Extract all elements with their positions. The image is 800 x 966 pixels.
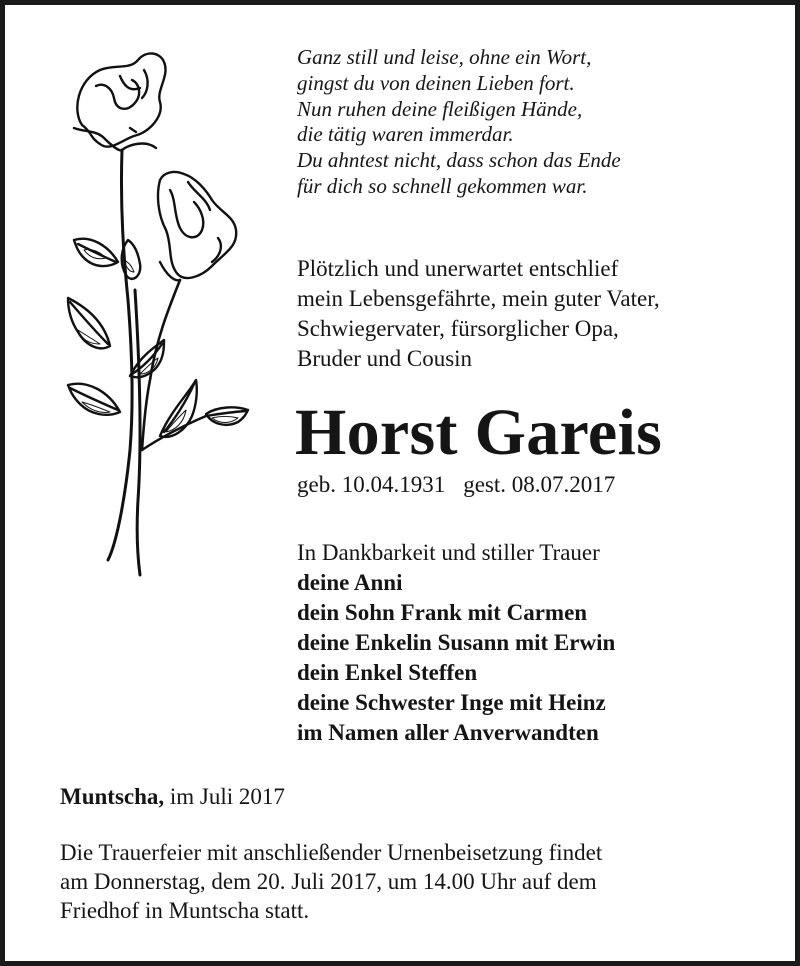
death-date: gest. 08.07.2017 — [463, 472, 616, 497]
notice-line: Friedhof in Muntscha statt. — [60, 898, 310, 923]
mourner-name: im Namen aller Anverwandten — [297, 720, 599, 745]
poem-line: gingst du von deinen Lieben fort. — [297, 70, 575, 95]
mourner-name: deine Schwester Inge mit Heinz — [297, 690, 606, 715]
announcement-line: Plötzlich und unerwartet entschlief — [297, 256, 619, 281]
poem-line: Nun ruhen deine fleißigen Hände, — [297, 96, 583, 121]
notice-line: am Donnerstag, dem 20. Juli 2017, um 14.00 Uhr auf dem — [60, 869, 597, 894]
notice-line: Die Trauerfeier mit anschließender Urnenbeisetzung findet — [60, 840, 603, 865]
mourner-name: dein Enkel Steffen — [297, 660, 478, 685]
birth-date: geb. 10.04.1931 — [297, 472, 446, 497]
death-announcement — [297, 254, 777, 374]
announcement-line: Schwiegervater, fürsorglicher Opa, — [297, 316, 619, 341]
poem — [297, 45, 767, 200]
announcement-line: mein Lebensgefährte, mein guter Vater, — [297, 286, 660, 311]
funeral-notice — [60, 838, 760, 925]
mourner-name: deine Enkelin Susann mit Erwin — [297, 630, 616, 655]
place-date: im Juli 2017 — [169, 784, 285, 809]
place-town: Muntscha, — [60, 784, 165, 809]
poem-line: die tätig waren immerdar. — [297, 122, 514, 147]
announcement-line: Bruder und Cousin — [297, 346, 473, 371]
mourner-name: dein Sohn Frank mit Carmen — [297, 600, 588, 625]
deceased-name: Horst Gareis — [295, 396, 663, 469]
mourner-name: deine Anni — [297, 570, 403, 595]
life-dates — [297, 470, 615, 500]
poem-line: Du ahntest nicht, dass schon das Ende — [297, 148, 621, 173]
mourners-list — [297, 538, 777, 748]
place-and-date — [60, 782, 285, 812]
poem-line: Ganz still und leise, ohne ein Wort, — [297, 45, 592, 69]
poem-line: für dich so schnell gekommen war. — [297, 173, 588, 198]
mourners-heading: In Dankbarkeit und stiller Trauer — [297, 540, 600, 565]
rose-drawing-icon — [60, 40, 260, 585]
